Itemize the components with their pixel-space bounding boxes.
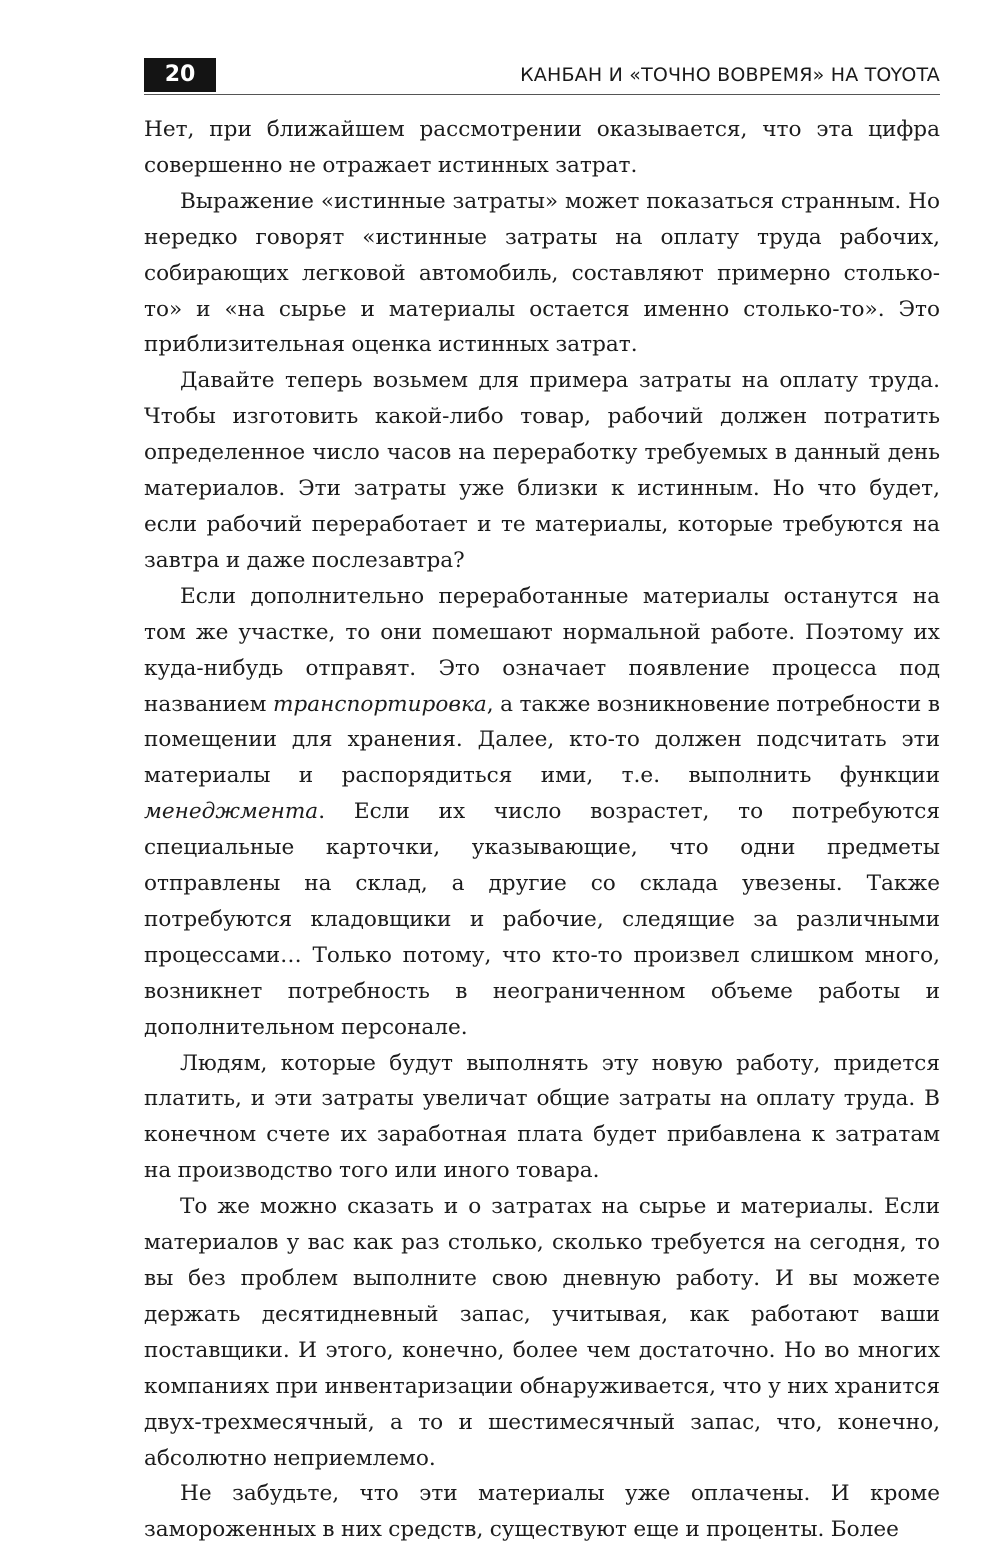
paragraph-5: Людям, которые будут выполнять эту новую работу, придется платить, и эти затраты увеличат общие затраты на оплату труда. В конечном счете их заработная плата будет прибавлена к затратам на производство того или иного товара. bbox=[144, 1050, 940, 1184]
paragraph-3: Давайте теперь возьмем для примера затраты на оплату труда. Чтобы изготовить какой-либо товар, рабочий должен потратить определенное число часов на переработку требуемых в данный день материалов. Эти затраты уже близки к истинным. Но что будет, если рабочий переработает и те материалы, которые требуются на завтра и даже послезавтра? bbox=[144, 368, 940, 573]
paragraph-1: Нет, при ближайшем рассмотрении оказывается, что эта цифра совершенно не отражает истинных затрат. bbox=[144, 117, 940, 178]
paragraph-6: То же можно сказать и о затратах на сырье и материалы. Если материалов у вас как раз столько, сколько требуется на сегодня, то вы без проблем выполните свою дневную работу. И вы можете держать десятидневный запас, учитывая, как работают ваши поставщики. И этого, конечно, более чем достаточно. Но во многих компаниях при инвентаризации обнаруживается, что у них хранится двух-трехмесячный, а то и шестимесячный запас, что, конечно, абсолютно неприемлемо. bbox=[144, 1194, 940, 1471]
body-text bbox=[144, 112, 940, 1548]
paragraph-2: Выражение «истинные затраты» может показаться странным. Но нередко говорят «истинные затраты на оплату труда рабочих, собирающих легковой автомобиль, составляют примерно столько-то» и «на сырье и материалы остается именно столько-то». Это приблизительная оценка истинных затрат. bbox=[144, 188, 940, 358]
header-rule bbox=[144, 94, 940, 95]
italic-term-management: менеджмента bbox=[144, 799, 319, 825]
running-title: КАНБАН И «ТОЧНО ВОВРЕМЯ» НА TOYOTA bbox=[520, 64, 940, 86]
paragraph-4-part-b: , а также возникновение потребности в помещении для хранения. Далее, кто-то должен подсчитать эти материалы и распорядиться ими, т.е. выполнить функции bbox=[144, 691, 940, 789]
italic-term-transport: транспортировка bbox=[272, 691, 487, 717]
paragraph-4 bbox=[144, 579, 940, 1046]
paragraph-4-part-a: Если дополнительно переработанные материалы останутся на том же участке, то они помешают нормальной работе. Поэтому их куда-нибудь отправят. Это означает появление процесса под названием bbox=[144, 583, 940, 717]
page-header bbox=[144, 58, 940, 94]
paragraph-7: Не забудьте, что эти материалы уже оплачены. И кроме замороженных в них средств, существуют еще и проценты. Более bbox=[144, 1481, 940, 1543]
paragraph-4-part-c: . Если их число возрастет, то потребуются специальные карточки, указывающие, что одни предметы отправлены на склад, а другие со склада увезены. Также потребуются кладовщики и рабочие, следящие за различными процессами… Только потому, что кто-то произвел слишком много, возникнет потребность в неограниченном объеме работы и дополнительном персонале. bbox=[144, 799, 940, 1040]
page-number: 20 bbox=[144, 58, 216, 92]
